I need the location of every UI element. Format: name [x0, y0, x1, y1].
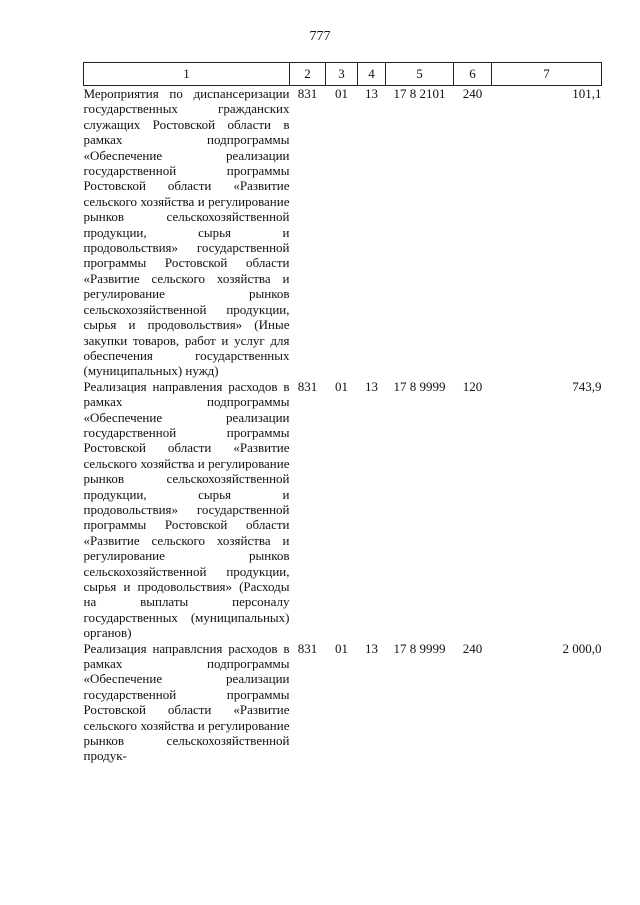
header-col-4: 4 [358, 63, 386, 86]
header-col-6: 6 [454, 63, 492, 86]
row-section: 01 [335, 378, 348, 394]
row-subsection: 13 [365, 86, 378, 101]
row-subsection: 13 [365, 640, 378, 656]
table-header [84, 63, 602, 86]
budget-table [83, 62, 602, 764]
header-col-7: 7 [492, 63, 602, 86]
row-subsection: 13 [365, 378, 378, 394]
row-section: 01 [335, 640, 348, 656]
row-ministry-code: 831 [297, 86, 318, 101]
header-row [84, 63, 602, 86]
row-section: 01 [335, 86, 348, 101]
row-expense-type: 240 [462, 86, 483, 101]
table-row [84, 379, 602, 641]
header-col-5: 5 [386, 63, 454, 86]
row-description: Мероприятия по диспансеризации государственных гражданских служащих Ростовской области в рамках подпрограммы «Обеспечение реализации государственной программы Ростовской области «Развитие сельского хозяйства и регулирование рынков сельскохозяйственной продукции, сырья и продовольствия» государственной программы Ростовской области «Развитие сельского хозяйства и регулирование рынков сельскохозяйственной продукции, сырья и продовольствия» (Иные закупки товаров, работ и услуг для обеспечения государственных (муниципальных) нужд) [83, 86, 290, 379]
row-target-article: 17 8 9999 [393, 378, 446, 394]
row-ministry-code: 831 [297, 378, 318, 394]
row-expense-type: 120 [462, 378, 483, 394]
page-number: 777 [309, 29, 331, 44]
header-col-1: 1 [84, 63, 290, 86]
row-target-article: 17 8 2101 [393, 86, 446, 101]
row-amount: 101,1 [572, 86, 602, 101]
header-col-2: 2 [290, 63, 326, 86]
table-row [84, 86, 602, 379]
row-description: Реализация направления расходов в рамках подпрограммы «Обеспечение реализации государственной программы Ростовской области «Развитие сельского хозяйства и регулирование рынков сельскохозяйственной продукции, сырья и продовольствия» государственной программы Ростовской области «Развитие сельского хозяйства и регулирование рынков сельскохозяйственной продукции, сырья и продовольствия» (Расходы на выплаты персоналу государственных (муниципальных) органов) [83, 378, 290, 641]
table-body [84, 86, 602, 764]
row-amount: 743,9 [572, 378, 602, 394]
row-target-article: 17 8 9999 [393, 640, 446, 656]
row-ministry-code: 831 [297, 640, 318, 656]
row-description: Реализация направлсния расходов в рамках подпрограммы «Обеспечение реализации государственной программы Ростовской области «Развитие сельского хозяйства и регулирование рынков сельскохозяйственной продук- [83, 640, 290, 764]
header-col-3: 3 [326, 63, 358, 86]
row-amount: 2 000,0 [562, 640, 602, 656]
row-expense-type: 240 [462, 640, 483, 656]
table-row [84, 641, 602, 764]
